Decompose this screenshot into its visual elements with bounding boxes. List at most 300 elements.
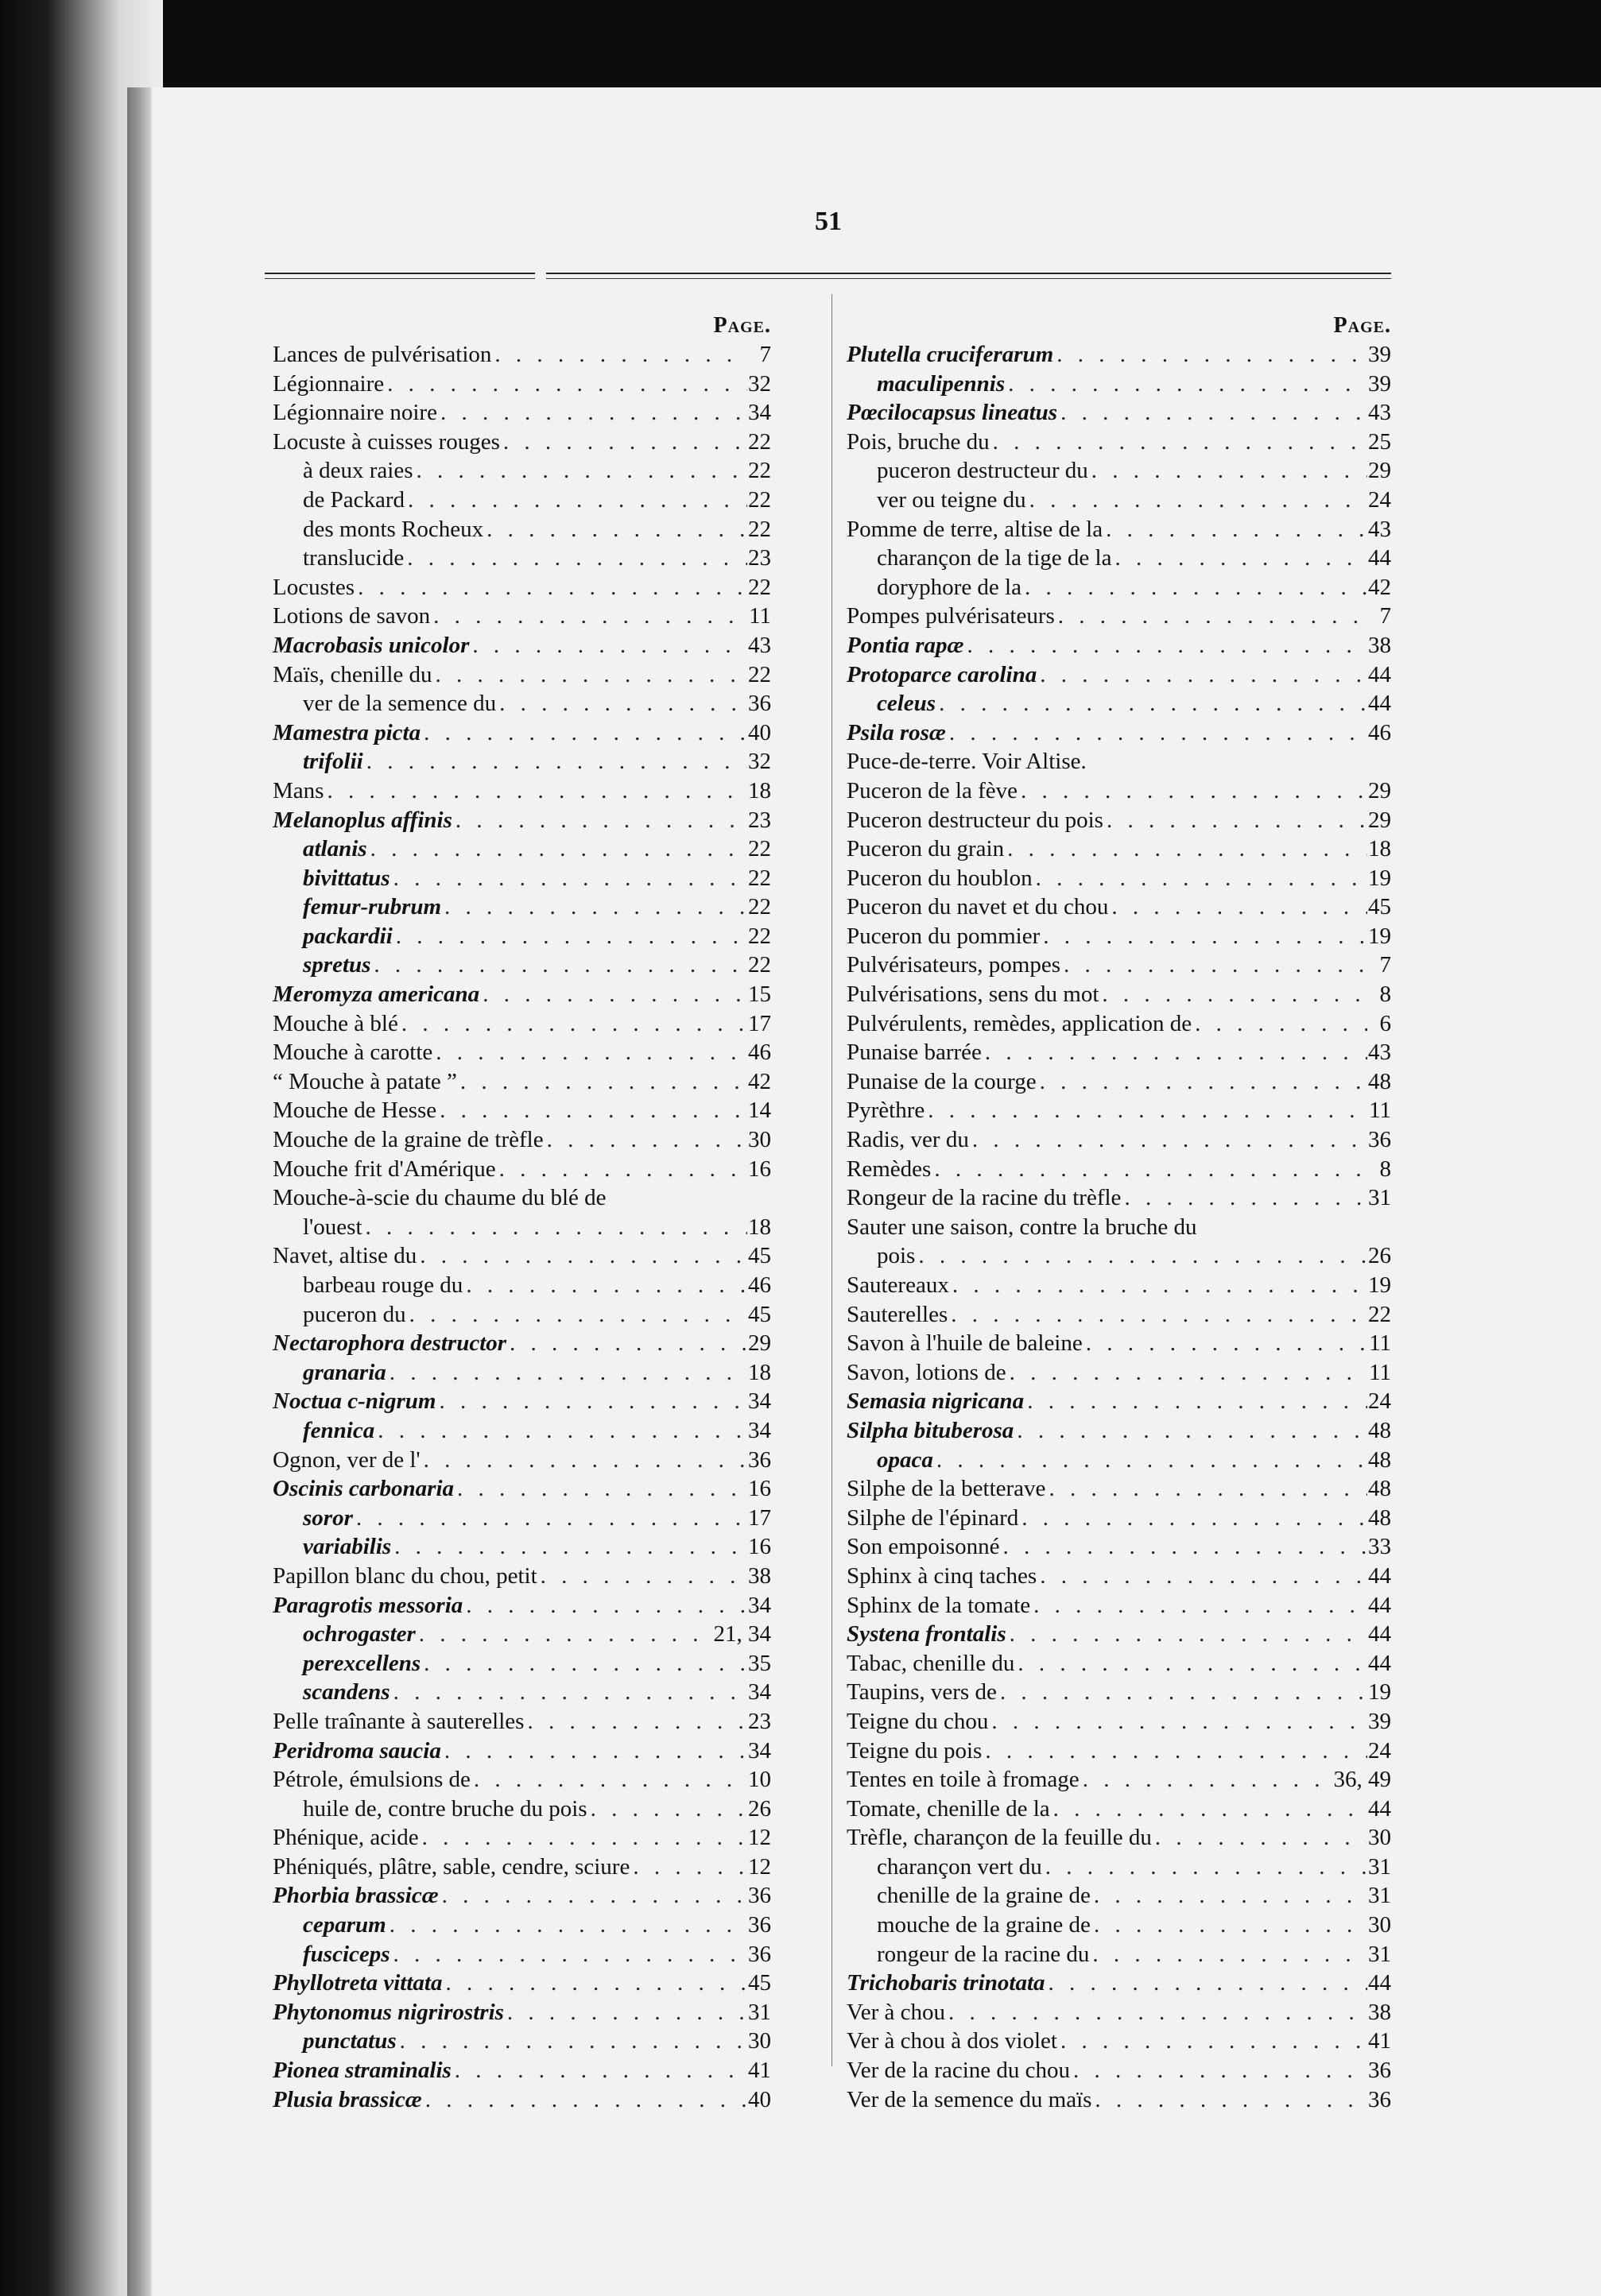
- index-entry: [847, 1416, 1391, 1446]
- leader-dots: [1192, 1009, 1367, 1039]
- index-entry: [273, 747, 771, 776]
- index-entry: [847, 689, 1391, 718]
- index-entry-page: 22: [748, 894, 771, 920]
- index-entry-term: Phorbia brassicæ: [273, 1883, 439, 1909]
- index-entry-term: Locuste à cuisses rouges: [273, 428, 500, 455]
- index-entry-page: 19: [1368, 1272, 1391, 1298]
- leader-dots: [982, 1038, 1367, 1067]
- index-column-right: [847, 312, 1391, 2114]
- index-entry-term: Savon à l'huile de baleine: [847, 1330, 1083, 1357]
- leader-dots: [432, 1038, 747, 1067]
- index-entry: [273, 1823, 771, 1853]
- index-entry: [847, 1009, 1391, 1039]
- index-entry-term: Puceron du houblon: [847, 865, 1033, 891]
- index-entry-page: 7: [1379, 603, 1391, 629]
- leader-dots: [1055, 602, 1367, 631]
- index-entry-term: ver ou teigne du: [877, 486, 1026, 513]
- leader-dots: [1040, 922, 1367, 951]
- index-entry-page: 42: [1368, 574, 1391, 600]
- index-entry-page: 40: [748, 2086, 771, 2112]
- index-entry-term: Trèfle, charançon de la feuille du: [847, 1825, 1152, 1851]
- index-entry-page: 22: [1368, 1301, 1391, 1327]
- index-entry: [847, 747, 1391, 776]
- index-entry-page: 48: [1368, 1476, 1391, 1502]
- index-entry: [847, 2027, 1391, 2056]
- leader-dots: [1050, 1795, 1367, 1824]
- index-entry-term: l'ouest: [303, 1214, 362, 1240]
- leader-dots: [504, 1998, 747, 2027]
- leader-dots: [506, 1329, 747, 1358]
- index-entry: [273, 1765, 771, 1795]
- leader-dots: [397, 2027, 747, 2056]
- index-entry: [847, 1998, 1391, 2027]
- index-entry: [273, 340, 771, 370]
- index-entry-term: Mouche frit d'Amérique: [273, 1156, 496, 1182]
- index-entry: [273, 398, 771, 428]
- index-entry-page: 22: [748, 836, 771, 862]
- leader-dots: [982, 1737, 1367, 1766]
- index-entry: [847, 806, 1391, 835]
- leader-dots: [413, 456, 748, 486]
- leader-dots: [370, 951, 747, 980]
- index-entry: [847, 428, 1391, 457]
- index-entry-term: barbeau rouge du: [303, 1272, 463, 1298]
- leader-dots: [405, 486, 747, 515]
- index-entry-page: 7: [1379, 952, 1391, 978]
- leader-dots: [452, 2056, 747, 2085]
- index-entry-term: charançon vert du: [877, 1853, 1042, 1880]
- index-entry-page: 36: [748, 691, 771, 717]
- index-entry-page: 12: [748, 1853, 771, 1880]
- leader-dots: [936, 689, 1367, 718]
- leader-dots: [1033, 864, 1367, 893]
- index-entry: [847, 776, 1391, 806]
- leader-dots: [483, 515, 747, 544]
- index-entry-term: packardii: [303, 923, 393, 949]
- index-entry: [273, 1940, 771, 1969]
- index-entry-term: Ver de la racine du chou: [847, 2058, 1071, 2084]
- index-entry-term: Pomme de terre, altise de la: [847, 516, 1103, 542]
- index-entry-page: 36: [1368, 2058, 1391, 2084]
- index-entry: [847, 340, 1391, 370]
- index-entry-term: Ver de la semence du maïs: [847, 2086, 1092, 2112]
- index-entry-page: 44: [1368, 1795, 1391, 1822]
- index-entry: [273, 456, 771, 486]
- index-entry: [847, 456, 1391, 486]
- index-entry: [847, 1765, 1391, 1795]
- index-entry: [847, 980, 1391, 1009]
- index-entry: [273, 1620, 771, 1649]
- index-entry-term: Noctua c-nigrum: [273, 1388, 436, 1415]
- index-entry-term: Locustes: [273, 574, 355, 600]
- index-entry: [273, 2085, 771, 2115]
- leader-dots: [442, 1969, 747, 1998]
- index-entry-term: rongeur de la racine du: [877, 1941, 1090, 1967]
- index-entry: [273, 951, 771, 980]
- leader-dots: [437, 398, 747, 428]
- index-entry-page: 22: [748, 952, 771, 978]
- index-entry: [273, 1969, 771, 1998]
- index-entry: [273, 1649, 771, 1678]
- index-entry-page: 34: [748, 400, 771, 426]
- leader-dots: [1103, 515, 1367, 544]
- leader-dots: [1057, 398, 1367, 428]
- index-entry: [273, 602, 771, 631]
- index-entry-term: Silphe de l'épinard: [847, 1504, 1019, 1531]
- index-entry-term: Plutella cruciferarum: [847, 342, 1054, 367]
- index-entry-page: 26: [1368, 1243, 1391, 1269]
- index-entry-page: 44: [1368, 691, 1391, 717]
- index-entry-page: 31: [1368, 1883, 1391, 1909]
- index-entry: [847, 1329, 1391, 1358]
- index-entry: [847, 951, 1391, 980]
- index-entry: [273, 1329, 771, 1358]
- index-entry-page: 48: [1368, 1446, 1391, 1473]
- index-entry-page: 22: [748, 865, 771, 891]
- leader-dots: [1045, 1969, 1367, 1998]
- leader-dots: [1083, 1329, 1367, 1358]
- index-entry: [847, 660, 1391, 690]
- index-entry: [273, 718, 771, 748]
- index-entry: [847, 2085, 1391, 2115]
- leader-dots: [1088, 456, 1367, 486]
- index-entry-term: Lotions de savon: [273, 603, 431, 629]
- gutter-shadow: [127, 87, 151, 2296]
- index-entry: [847, 2056, 1391, 2085]
- index-entry-page: 45: [748, 1301, 771, 1327]
- index-entry-page: 19: [1368, 865, 1391, 891]
- index-entry: [273, 1241, 771, 1271]
- index-entry-term: Radis, ver du: [847, 1127, 969, 1153]
- index-entry-term: ceparum: [303, 1912, 386, 1938]
- index-entry: [273, 1416, 771, 1446]
- index-entry: [847, 1823, 1391, 1853]
- index-entry-page: 35: [748, 1650, 771, 1676]
- index-entry-page: 41: [748, 2058, 771, 2084]
- index-entry-page: 46: [748, 1040, 771, 1066]
- leader-dots: [1037, 1067, 1367, 1097]
- column-header-right: Page.: [1333, 313, 1391, 338]
- index-entry: [847, 1387, 1391, 1416]
- leader-dots: [1006, 1620, 1367, 1649]
- leader-dots: [479, 980, 747, 1009]
- leader-dots: [997, 1678, 1367, 1707]
- index-entry-page: 7: [759, 342, 771, 367]
- leader-dots: [963, 631, 1367, 660]
- index-entry: [273, 486, 771, 515]
- index-entry-page: 30: [748, 1127, 771, 1153]
- index-entry-term: Protoparce carolina: [847, 661, 1037, 687]
- index-entry: [847, 1358, 1391, 1388]
- index-entry-term: Mouche à carotte: [273, 1040, 433, 1066]
- index-entry: [273, 1183, 771, 1213]
- index-entry-page: 25: [1368, 428, 1391, 455]
- index-entry: [273, 1881, 771, 1911]
- index-entry: [847, 1911, 1391, 1940]
- index-entry-term: Pyrèthre: [847, 1098, 925, 1124]
- leader-dots: [421, 1649, 747, 1678]
- index-entry-term: huile de, contre bruche du pois: [303, 1795, 587, 1822]
- index-entry-term: Tomate, chenille de la: [847, 1795, 1050, 1822]
- index-entry-term: Pulvérisations, sens du mot: [847, 982, 1099, 1008]
- index-entry-term: fennica: [303, 1417, 375, 1443]
- leader-dots: [1030, 1591, 1367, 1620]
- leader-dots: [1021, 573, 1367, 602]
- leader-dots: [386, 1911, 747, 1940]
- index-entry: [847, 1271, 1391, 1300]
- leader-dots: [1091, 2085, 1367, 2115]
- index-entry-term: Pulvérulents, remèdes, application de: [847, 1010, 1192, 1036]
- leader-dots: [945, 1998, 1367, 2027]
- index-entry-page: 45: [1368, 894, 1391, 920]
- index-entry-term: Phéniqués, plâtre, sable, cendre, sciure: [273, 1853, 630, 1880]
- leader-dots: [1103, 806, 1367, 835]
- leader-dots: [362, 1213, 748, 1242]
- index-entry-term: Sauter une saison, contre la bruche du: [847, 1214, 1197, 1240]
- leader-dots: [946, 718, 1367, 748]
- leader-dots: [386, 1358, 747, 1388]
- index-entry-page: 36: [748, 1883, 771, 1909]
- index-entry-term: doryphore de la: [877, 574, 1021, 600]
- index-entry-page: 46: [1368, 719, 1391, 745]
- index-entry-term: Silpha bituberosa: [847, 1417, 1014, 1443]
- index-entry-term: Tentes en toile à fromage: [847, 1767, 1080, 1793]
- index-entry-page: 11: [1369, 1098, 1391, 1124]
- index-entry-page: 26: [748, 1795, 771, 1822]
- index-entry-page: 31: [1368, 1941, 1391, 1967]
- leader-dots: [1121, 1183, 1367, 1213]
- leader-dots: [1000, 1532, 1367, 1562]
- index-entry: [273, 660, 771, 690]
- index-entry-term: Navet, altise du: [273, 1243, 417, 1269]
- index-entry-page: 22: [748, 458, 771, 484]
- index-entry-page: 44: [1368, 1650, 1391, 1676]
- index-entry-term: Pompes pulvérisateurs: [847, 603, 1055, 629]
- index-entry: [273, 1125, 771, 1155]
- index-entry-page: 43: [1368, 516, 1391, 542]
- leader-dots: [915, 1241, 1367, 1271]
- index-entry-page: 41: [1368, 2028, 1391, 2054]
- index-entry-page: 15: [748, 982, 771, 1008]
- index-entry: [273, 1591, 771, 1620]
- index-entry: [273, 1387, 771, 1416]
- index-entry: [273, 689, 771, 718]
- index-entry-term: Lances de pulvérisation: [273, 342, 492, 367]
- leader-dots: [1045, 1474, 1367, 1504]
- index-entry: [847, 1300, 1391, 1330]
- index-entry-term: perexcellens: [303, 1650, 421, 1676]
- index-entry-term: Mouche de la graine de trèfle: [273, 1127, 544, 1153]
- index-entry-page: 39: [1368, 342, 1391, 367]
- index-entry: [847, 1241, 1391, 1271]
- index-entry: [847, 544, 1391, 573]
- index-entry-term: Maïs, chenille du: [273, 661, 432, 687]
- leader-dots: [1099, 980, 1367, 1009]
- index-entry-page: 44: [1368, 1562, 1391, 1589]
- leader-dots: [430, 602, 747, 631]
- index-entry: [273, 834, 771, 864]
- index-entry-page: 30: [1368, 1912, 1391, 1938]
- leader-dots: [544, 1125, 747, 1155]
- index-entry: [847, 1183, 1391, 1213]
- leader-dots: [1080, 1765, 1334, 1795]
- index-entry: [273, 1096, 771, 1125]
- index-entry-term: femur-rubrum: [303, 894, 442, 920]
- index-entry-term: Oscinis carbonaria: [273, 1476, 455, 1502]
- index-entry: [273, 1213, 771, 1242]
- index-entry-page: 31: [1368, 1853, 1391, 1880]
- leader-dots: [452, 806, 747, 835]
- index-entry-page: 22: [748, 923, 771, 949]
- index-entry-term: Punaise barrée: [847, 1040, 982, 1066]
- index-entry-term: scandens: [303, 1679, 390, 1706]
- index-entry-term: Trichobaris trinotata: [847, 1970, 1045, 1996]
- index-entry-page: 22: [748, 428, 771, 455]
- index-entry: [847, 573, 1391, 602]
- index-entry-page: 30: [748, 2028, 771, 2054]
- index-entry-term: Puceron du grain: [847, 836, 1005, 862]
- index-entry: [273, 1038, 771, 1067]
- index-entry: [847, 1213, 1391, 1242]
- leader-dots: [432, 660, 747, 690]
- index-entry: [847, 1125, 1391, 1155]
- leader-dots: [925, 1096, 1367, 1125]
- index-entry: [847, 1591, 1391, 1620]
- index-entry-term: charançon de la tige de la: [877, 545, 1112, 571]
- index-entry: [847, 892, 1391, 922]
- index-entry-term: Ver à chou à dos violet: [847, 2028, 1057, 2054]
- leader-dots: [384, 370, 747, 399]
- leader-dots: [1070, 2056, 1367, 2085]
- index-entry-page: 8: [1379, 1156, 1391, 1182]
- index-entry: [847, 1067, 1391, 1097]
- index-entry: [273, 922, 771, 951]
- index-entry-term: Légionnaire: [273, 370, 385, 397]
- index-entry-page: 19: [1368, 923, 1391, 949]
- leader-dots: [441, 892, 747, 922]
- leader-dots: [1152, 1823, 1367, 1853]
- index-entry-page: 36: [1368, 1127, 1391, 1153]
- index-entry-page: 36: [748, 1446, 771, 1473]
- index-entry: [847, 1853, 1391, 1882]
- leader-dots: [1018, 776, 1367, 806]
- index-entry-term: Puceron destructeur du pois: [847, 807, 1103, 833]
- index-entry: [273, 1504, 771, 1533]
- index-entry-term: Rongeur de la racine du trèfle: [847, 1185, 1122, 1211]
- index-entry: [273, 1358, 771, 1388]
- leader-dots: [441, 1737, 747, 1766]
- index-entry-term: Pontia rapæ: [847, 632, 964, 658]
- index-entry-page: 31: [1368, 1185, 1391, 1211]
- index-entry-page: 29: [1368, 777, 1391, 803]
- leader-dots: [436, 1096, 747, 1125]
- index-entry: [847, 1678, 1391, 1707]
- index-entry-term: Mouche-à-scie du chaume du blé de: [273, 1185, 607, 1211]
- leader-dots: [363, 747, 747, 776]
- leader-dots: [990, 428, 1367, 457]
- index-entry-term: Pétrole, émulsions de: [273, 1767, 471, 1793]
- index-entry: [847, 1969, 1391, 1998]
- index-entry-page: 17: [748, 1504, 771, 1531]
- index-entry: [847, 1474, 1391, 1504]
- leader-dots: [463, 1271, 747, 1300]
- leader-dots: [393, 922, 747, 951]
- index-entry-term: pois: [877, 1243, 916, 1269]
- leader-dots: [1024, 1387, 1367, 1416]
- index-entry-term: Mans: [273, 777, 324, 803]
- leader-dots: [524, 1707, 747, 1737]
- index-entry-term: atlanis: [303, 836, 367, 862]
- index-entry-page: 44: [1368, 1592, 1391, 1618]
- index-entry-term: Systena frontalis: [847, 1621, 1006, 1647]
- index-entry: [847, 1940, 1391, 1969]
- header-rule-left-bottom: [265, 278, 535, 279]
- index-entry: [273, 776, 771, 806]
- index-entry-page: 40: [748, 719, 771, 745]
- index-entry: [273, 1300, 771, 1330]
- leader-dots: [1057, 2027, 1367, 2056]
- index-entry-term: puceron destructeur du: [877, 458, 1088, 484]
- leader-dots: [949, 1271, 1367, 1300]
- index-entry-page: 22: [748, 516, 771, 542]
- leader-dots: [367, 834, 747, 864]
- leader-dots: [421, 1446, 747, 1475]
- leader-dots: [1004, 834, 1367, 864]
- index-entry-term: Légionnaire noire: [273, 400, 437, 426]
- leader-dots: [496, 1155, 747, 1184]
- index-entry-term: Son empoisonné: [847, 1534, 1000, 1560]
- leader-dots: [439, 1881, 747, 1911]
- index-entry: [273, 1911, 771, 1940]
- index-entry-term: Phénique, acide: [273, 1825, 419, 1851]
- index-entry-page: 12: [748, 1825, 771, 1851]
- index-entry-page: 11: [1369, 1359, 1391, 1385]
- index-entry-page: 36: [1368, 2086, 1391, 2112]
- leader-dots: [1037, 1562, 1367, 1591]
- leader-dots: [1006, 1358, 1367, 1388]
- index-entry-page: 44: [1368, 545, 1391, 571]
- leader-dots: [390, 1678, 747, 1707]
- index-entry-page: 29: [1368, 458, 1391, 484]
- page-number: 51: [815, 207, 842, 236]
- index-entry: [847, 1795, 1391, 1824]
- index-entry-term: Puce-de-terre. Voir Altise.: [847, 749, 1087, 775]
- leader-dots: [587, 1795, 747, 1824]
- leader-dots: [398, 1009, 747, 1039]
- leader-dots: [391, 1532, 747, 1562]
- index-entry: [847, 1504, 1391, 1533]
- leader-dots: [988, 1707, 1367, 1737]
- leader-dots: [404, 544, 747, 573]
- leader-dots: [406, 1300, 747, 1330]
- index-entry: [273, 573, 771, 602]
- index-entry-page: 36: [748, 1912, 771, 1938]
- index-entry-page: 44: [1368, 1621, 1391, 1647]
- index-entry-page: 48: [1368, 1417, 1391, 1443]
- leader-dots: [390, 864, 747, 893]
- index-entry-term: Pulvérisateurs, pompes: [847, 952, 1061, 978]
- index-entry-term: Remèdes: [847, 1156, 932, 1182]
- index-entry-term: Puceron du pommier: [847, 923, 1041, 949]
- index-entry-page: 22: [748, 574, 771, 600]
- index-entry: [273, 864, 771, 893]
- index-entry-page: 34: [748, 1592, 771, 1618]
- index-entry: [273, 1155, 771, 1184]
- leader-dots: [1091, 1911, 1367, 1940]
- index-entry-page: 29: [748, 1330, 771, 1357]
- index-entry-page: 24: [1368, 1737, 1391, 1764]
- index-entry: [273, 1737, 771, 1766]
